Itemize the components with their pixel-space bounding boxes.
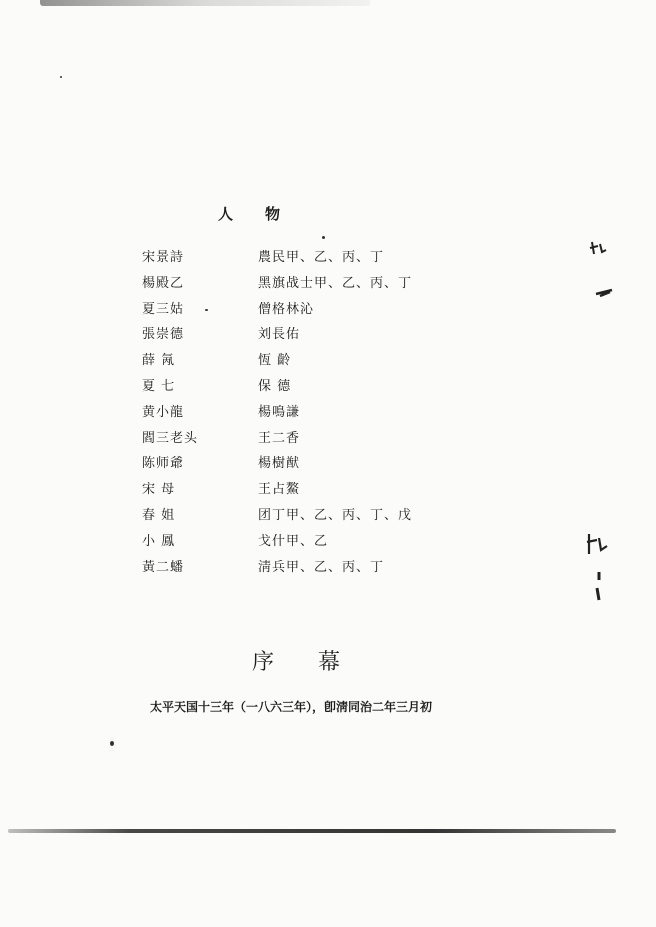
cast-actor: 農民甲、乙、丙、丁 (258, 250, 385, 265)
cast-heading-char: 物 (265, 205, 283, 223)
cast-actor: 刘長佑 (258, 327, 301, 343)
margin-scribble (588, 236, 624, 316)
cast-row (142, 478, 482, 504)
cast-role: 夏 七 (142, 378, 176, 394)
cast-row (142, 530, 482, 556)
cast-role: 陈师爺 (142, 456, 185, 472)
cast-row (142, 298, 482, 324)
cast-actor: 楊鳴謙 (258, 404, 301, 420)
scan-speck (60, 76, 62, 78)
cast-heading-char: 人 (218, 205, 236, 223)
cast-actor: 团丁甲、乙、丙、丁、戊 (258, 507, 413, 523)
cast-actor: 恆 齡 (258, 353, 292, 369)
cast-row (142, 452, 482, 478)
cast-role: 黄小龍 (142, 404, 185, 420)
section-title-char: 序 (252, 650, 277, 675)
cast-actor: 保 德 (258, 378, 292, 394)
cast-actor: 楊樹猷 (258, 456, 301, 472)
cast-row (142, 401, 482, 427)
cast-role: 楊殿乙 (142, 275, 185, 291)
cast-role: 宋 母 (142, 482, 176, 498)
scan-bottom-line (8, 829, 616, 833)
cast-role: 夏三姑 (142, 301, 185, 317)
cast-row (142, 556, 482, 582)
cast-row (142, 504, 482, 530)
cast-row (142, 272, 482, 298)
cast-row (142, 375, 482, 401)
margin-scribble (585, 530, 615, 602)
cast-role: 張崇德 (142, 327, 185, 343)
cast-row (142, 349, 482, 375)
cast-role: 宋景詩 (142, 250, 185, 265)
cast-row (142, 323, 482, 349)
cast-row (142, 246, 482, 272)
cast-heading (218, 203, 282, 224)
cast-actor: 戈什甲、乙 (258, 533, 329, 549)
section-title-char: 幕 (318, 650, 343, 675)
cast-role: 黃二蟠 (142, 559, 185, 575)
cast-role: 薛 氝 (142, 353, 176, 369)
scan-speck (110, 741, 114, 746)
time-setting: 太平天国十三年（一八六三年），卽淸同治二年三月初 (150, 700, 433, 714)
cast-role: 閻三老头 (142, 430, 199, 446)
scan-edge-mark (40, 0, 370, 6)
scan-speck (322, 236, 325, 239)
cast-role: 小 鳳 (142, 533, 176, 549)
cast-row (142, 427, 482, 453)
section-title (252, 645, 342, 676)
cast-role: 春 姐 (142, 507, 176, 523)
cast-actor: 黑旗战士甲、乙、丙、丁 (258, 275, 413, 291)
cast-actor: 王二香 (258, 430, 301, 446)
cast-list (142, 246, 482, 581)
cast-actor: 王占鰲 (258, 482, 301, 498)
cast-actor: 淸兵甲、乙、丙、丁 (258, 559, 385, 575)
cast-actor: 僧格林沁 (258, 301, 315, 317)
